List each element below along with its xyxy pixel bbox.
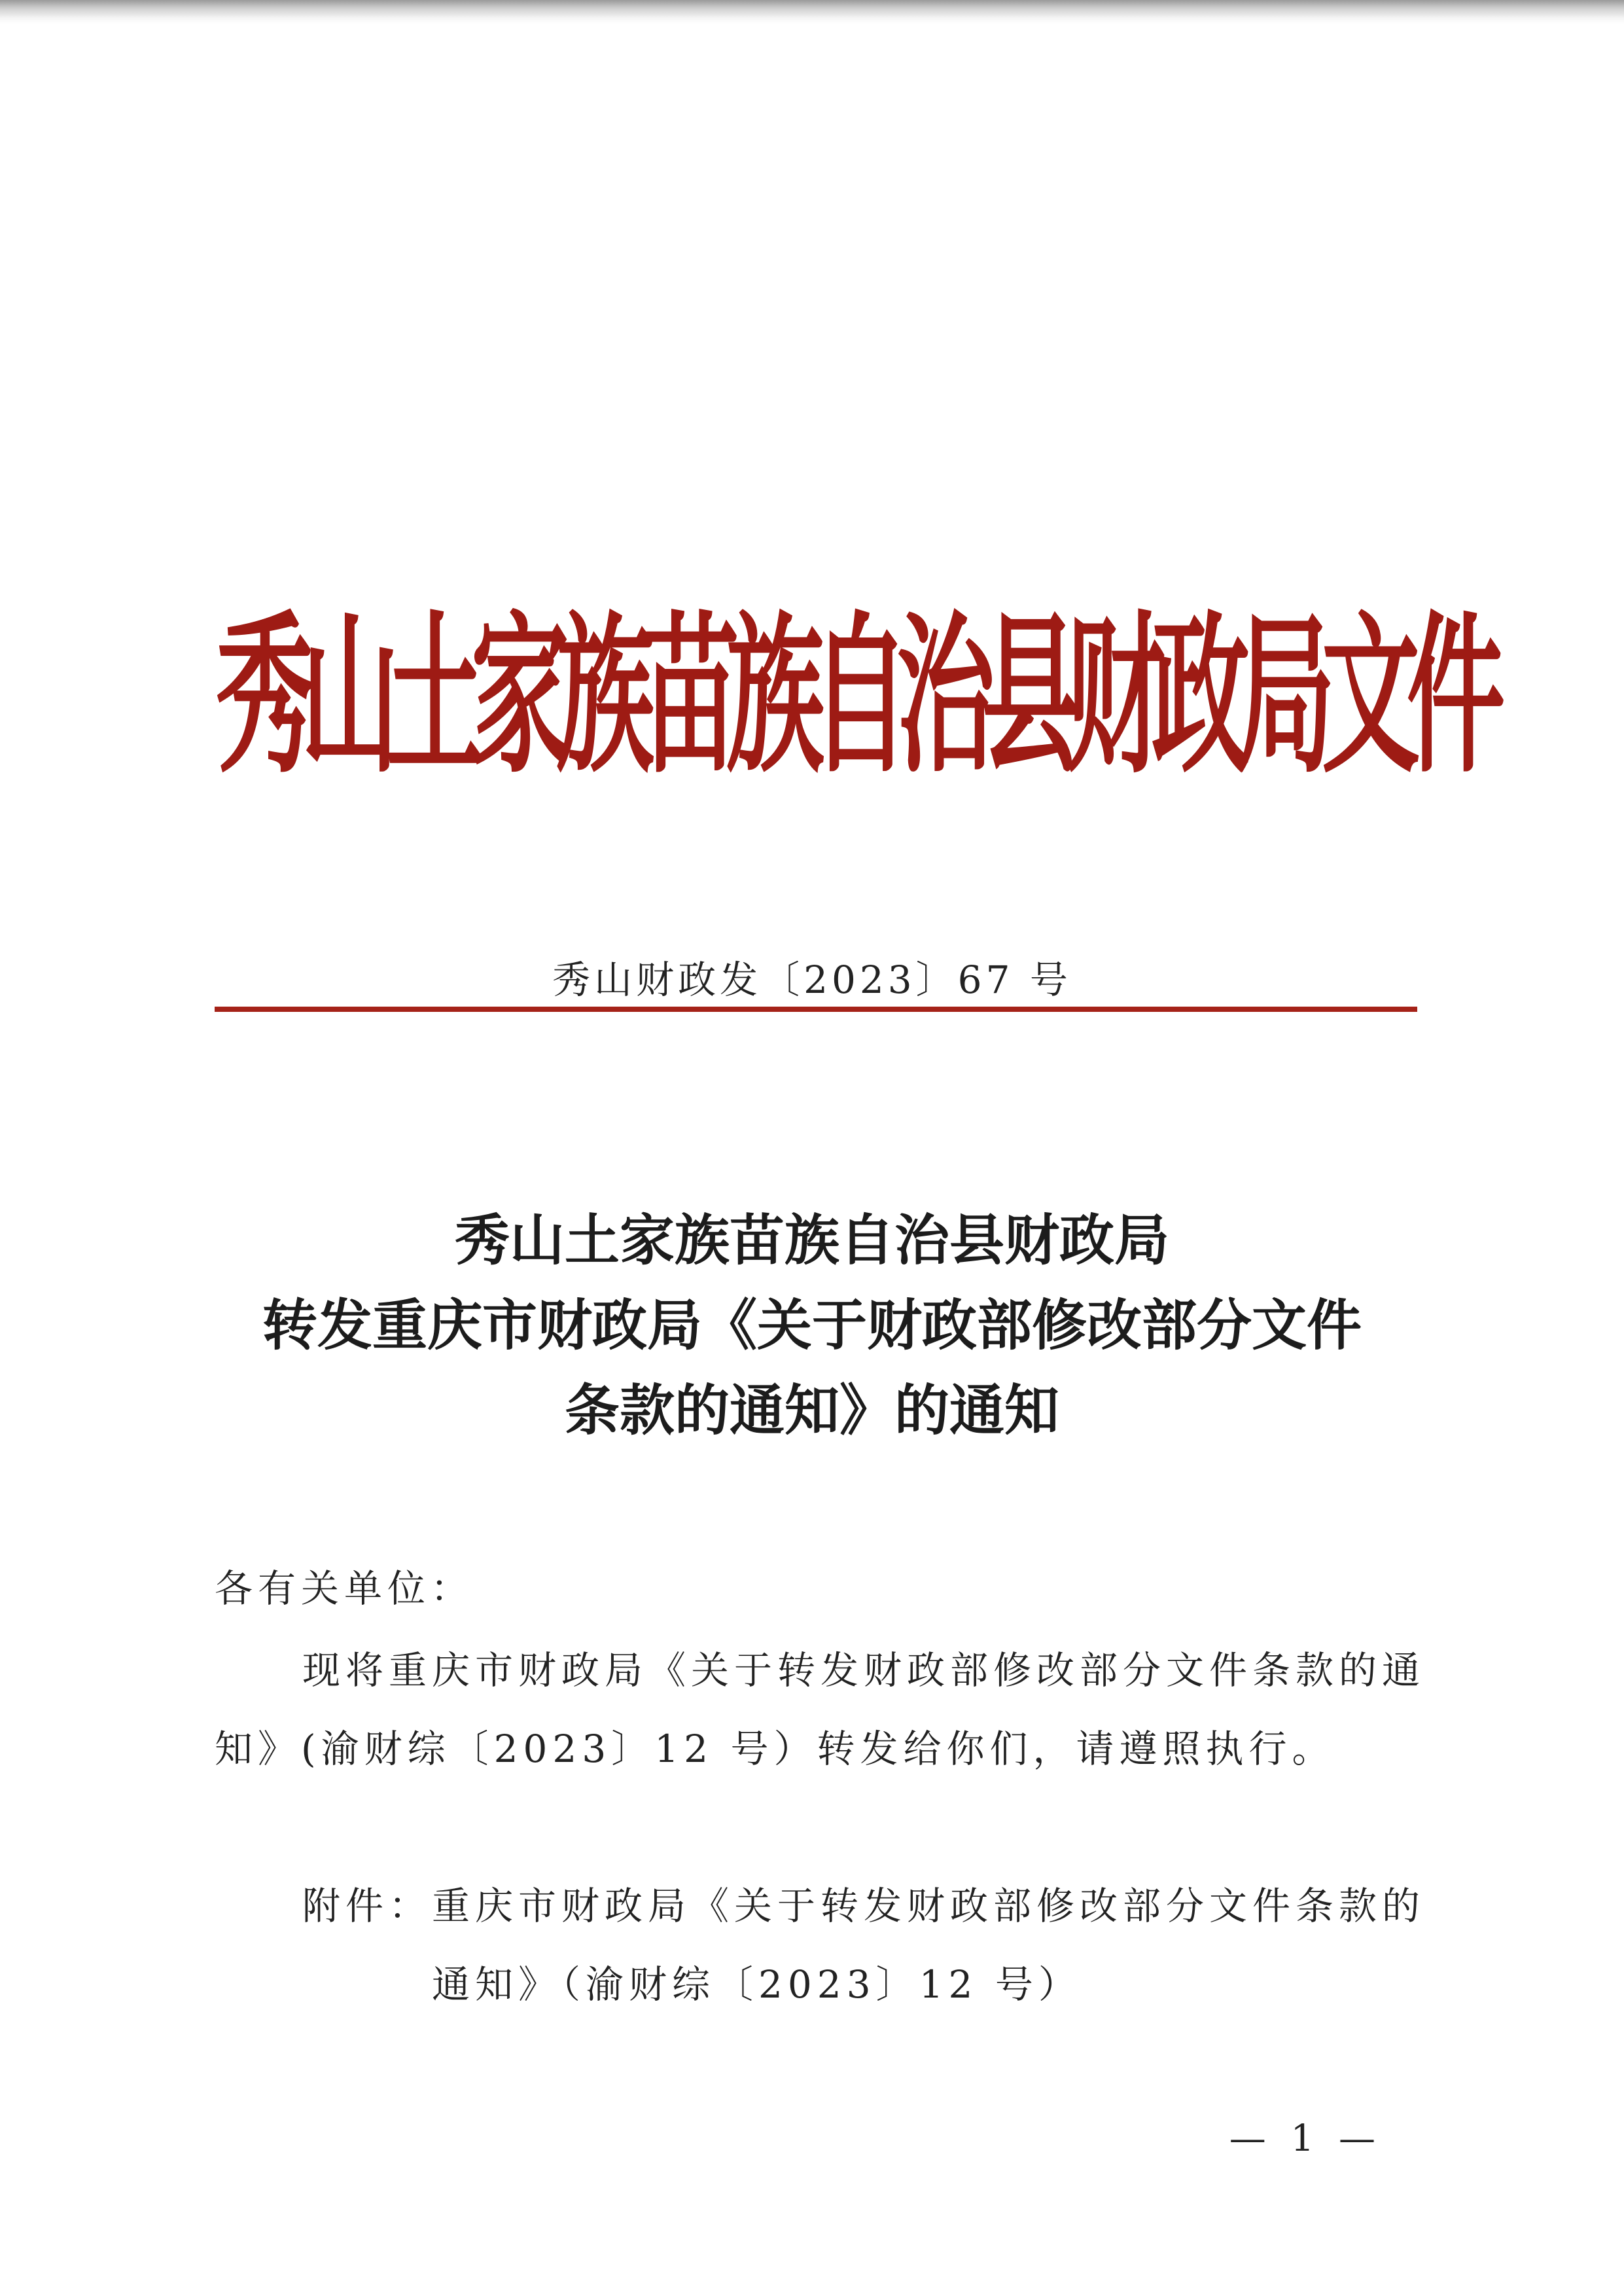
masthead-char: 治 [896,597,995,797]
red-separator-rule [215,1007,1417,1012]
masthead [216,589,1506,805]
masthead-char: 局 [1237,597,1335,797]
body-paragraph-line-1: 现将重庆市财政局《关于转发财政部修改部分文件条款的通 [302,1648,1426,1693]
masthead-char: 秀 [216,597,315,797]
salutation: 各有关单位： [215,1566,474,1611]
masthead-char: 件 [1407,597,1506,797]
masthead-char: 财 [1067,597,1165,797]
masthead-char: 土 [386,597,485,797]
attachment-line-2: 通知》（渝财综〔2023〕12 号） [432,1962,1082,2007]
page-number: — 1 — [1229,2117,1382,2160]
scan-shadow [0,0,1624,24]
masthead-char: 县 [981,597,1080,797]
title-line-1: 秀山土家族苗族自治县财政局 [454,1208,1169,1272]
masthead-char: 政 [1152,597,1250,797]
masthead-char: 苗 [641,597,740,797]
masthead-char: 族 [726,597,825,797]
attachment-line-1: 附件：重庆市财政局《关于转发财政部修改部分文件条款的 [302,1884,1426,1928]
masthead-char: 山 [301,597,400,797]
document-number: 秀山财政发〔2023〕67 号 [552,958,1072,1002]
document-title [0,1198,1624,1453]
title-line-2: 转发重庆市财政局《关于财政部修改部分文件 [262,1293,1362,1357]
masthead-char: 家 [471,597,570,797]
masthead-char: 族 [556,597,655,797]
title-line-3: 条款的通知》的通知 [564,1378,1059,1443]
masthead-char: 文 [1322,597,1421,797]
body-paragraph-line-2: 知》(渝财综〔2023〕12 号）转发给你们，请遵照执行。 [215,1727,1335,1771]
masthead-char: 自 [811,597,910,797]
